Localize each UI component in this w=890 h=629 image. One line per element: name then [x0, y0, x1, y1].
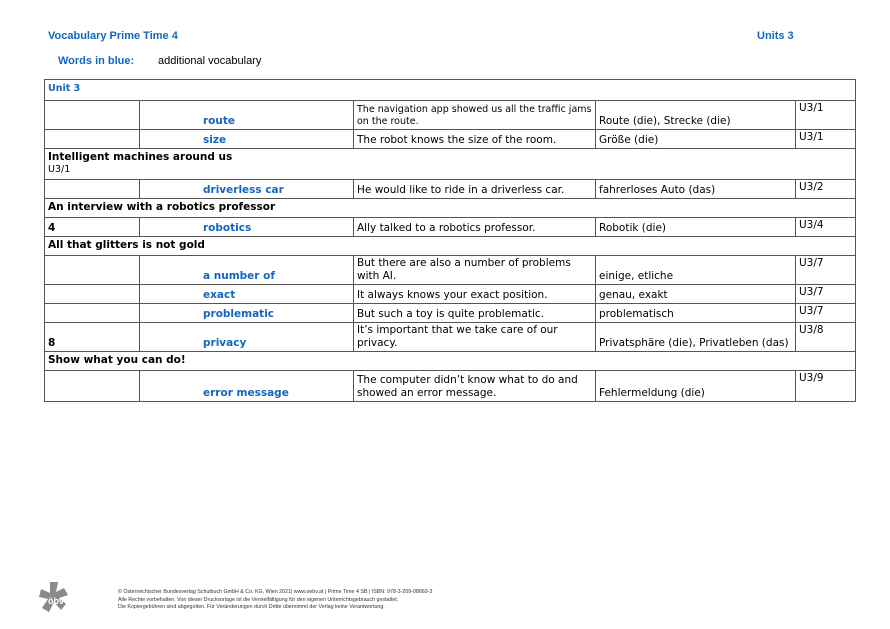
translation: einige, etliche [596, 256, 796, 285]
logo-text: öbv [47, 596, 65, 606]
example-sentence: But there are also a number of problems with AI. [354, 256, 596, 285]
example-sentence: But such a toy is quite problematic. [354, 304, 596, 323]
translation: Route (die), Strecke (die) [596, 101, 796, 130]
units-label: Units 3 [757, 30, 794, 42]
example-sentence: The robot knows the size of the room. [354, 130, 596, 149]
page-cell [45, 304, 140, 323]
example-sentence: The computer didn’t know what to do and showed an error message. [354, 371, 596, 402]
star-logo-icon [36, 580, 76, 616]
translation: Größe (die) [596, 130, 796, 149]
footer-line: Die Kopiergebühren sind abgegolten. Für Veränderungen durch Dritte übernimmt der Verlag keine Verantwortung. [118, 604, 385, 611]
footer-copyright [118, 589, 432, 612]
table-row [45, 130, 856, 149]
unit-header-row [45, 80, 856, 101]
page-cell: 8 [45, 323, 140, 352]
unit-ref: U3/9 [796, 371, 856, 402]
page-cell [45, 256, 140, 285]
legend-value: additional vocabulary [158, 55, 262, 67]
example-sentence: The navigation app showed us all the traffic jams on the route. [354, 101, 596, 130]
unit-ref: U3/8 [796, 323, 856, 352]
vocab-word: route [140, 101, 354, 130]
table-row [45, 256, 856, 285]
section-row [45, 149, 856, 180]
table-row [45, 101, 856, 130]
page-cell: 4 [45, 218, 140, 237]
translation: Fehlermeldung (die) [596, 371, 796, 402]
page-cell [45, 101, 140, 130]
page-cell [45, 130, 140, 149]
table-row [45, 323, 856, 352]
translation: Privatsphäre (die), Privatleben (das) [596, 323, 796, 352]
page-cell [45, 180, 140, 199]
section-ref: U3/1 [48, 164, 71, 175]
section-row [45, 199, 856, 218]
vocab-word: driverless car [140, 180, 354, 199]
unit-ref: U3/1 [796, 130, 856, 149]
vocab-word: problematic [140, 304, 354, 323]
section-title [45, 149, 856, 180]
translation: Robotik (die) [596, 218, 796, 237]
vocab-word: robotics [140, 218, 354, 237]
translation: problematisch [596, 304, 796, 323]
unit-ref: U3/7 [796, 304, 856, 323]
footer-line: © Österreichischer Bundesverlag Schulbuch GmbH & Co. KG, Wien 2021| www.oebv.at | Prime Time 4 SB | ISBN: 978-3-209-08669-3 [118, 589, 433, 595]
example-sentence: It always knows your exact position. [354, 285, 596, 304]
page-cell [45, 285, 140, 304]
translation: fahrerloses Auto (das) [596, 180, 796, 199]
table-row [45, 218, 856, 237]
unit-ref: U3/2 [796, 180, 856, 199]
section-title: All that glitters is not gold [45, 237, 856, 256]
section-row [45, 352, 856, 371]
page-cell [45, 371, 140, 402]
unit-ref: U3/1 [796, 101, 856, 130]
document-title: Vocabulary Prime Time 4 [48, 30, 178, 42]
publisher-logo [36, 580, 76, 616]
section-title-text: Intelligent machines around us [48, 151, 233, 163]
table-row [45, 285, 856, 304]
vocab-word: privacy [140, 323, 354, 352]
table-row [45, 371, 856, 402]
vocab-word: error message [140, 371, 354, 402]
table-row [45, 304, 856, 323]
vocab-word: size [140, 130, 354, 149]
footer-line: Alle Rechte vorbehalten. Von dieser Druckvorlage ist die Vervielfältigung für den eigenen Unterrichtsgebrauch gestattet. [118, 596, 399, 603]
example-sentence: Ally talked to a robotics professor. [354, 218, 596, 237]
example-sentence: It’s important that we take care of our privacy. [354, 323, 596, 352]
example-sentence: He would like to ride in a driverless car. [354, 180, 596, 199]
vocabulary-table [44, 79, 856, 402]
section-title: An interview with a robotics professor [45, 199, 856, 218]
unit-ref: U3/7 [796, 285, 856, 304]
legend-key: Words in blue: [58, 55, 135, 67]
translation: genau, exakt [596, 285, 796, 304]
vocab-word: a number of [140, 256, 354, 285]
unit-ref: U3/4 [796, 218, 856, 237]
vocab-word: exact [140, 285, 354, 304]
unit-ref: U3/7 [796, 256, 856, 285]
table-row [45, 180, 856, 199]
section-title: Show what you can do! [45, 352, 856, 371]
section-row [45, 237, 856, 256]
unit-title: Unit 3 [45, 80, 856, 101]
